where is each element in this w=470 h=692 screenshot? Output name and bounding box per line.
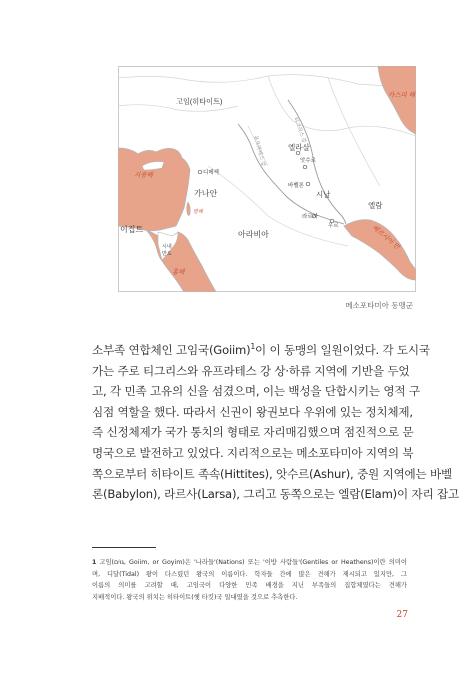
label-caspian: 카스피 해 [388,92,415,99]
label-ur: 우르 [328,223,339,229]
label-sinai-2: 반도 [162,251,172,257]
body-line: 론(Babylon), 라르사(Larsa), 그리고 동쪽으로는 엘람(Elam)이 자리 잡고 [92,487,459,502]
label-ellasar: 엘라살 [288,143,310,152]
label-larsa: 라르사 [302,214,318,220]
footnote-line: 지배적이다. 왕국의 위치는 히타이트(헷 타킷)국 일대였을 것으로 추측한다. [92,593,298,601]
label-elam: 엘람 [368,201,383,210]
map-caption: 메소포타미아 동맹군 [345,301,413,310]
body-line: 명국으로 발전하고 있었다. 지리적으로는 메소포타미아 지역의 북 [92,445,414,460]
body-line: 가는 주로 티그리스와 유프라테스 강 상·하류 지역에 기반을 두었 [92,363,410,378]
label-arabia: 아라비아 [238,230,269,239]
body-line: 고, 각 민족 고유의 신을 섬겼으며, 이는 백성을 단합시키는 영적 구 [92,384,420,399]
body-text [92,340,459,505]
body-line: 즉 신정체제가 국가 통치의 형태로 자리매김했으며 점진적으로 문 [92,425,414,440]
body-line-text: 이 이 동맹의 일원이었다. 각 도시국 [255,343,430,357]
label-euphrates: 유프라테스 강 [252,134,267,167]
footnote-line-text: 고임(גּוֹיִם, Goiim, or Goyim)은 '나라들'(Nations) 또는 '이방 사람들'(Gentiles or Heathens)이란 의미이 [99,559,407,566]
footnote-line [92,557,407,569]
label-dead-sea: 염해 [193,209,203,215]
body-line-text: 소부족 연합체인 고임국(Goiim) [92,343,251,357]
label-tigris: 티그리스 강 [292,116,307,144]
mesopotamia-map [118,66,416,292]
label-red-sea: 홍해 [172,269,185,276]
footnote-ref[interactable]: 1 [250,342,256,352]
label-sinai-1: 시내 [162,244,172,250]
body-line [92,340,430,361]
label-shinar: 시날 [316,190,331,199]
footnote [92,557,407,603]
label-canaan: 가나안 [194,189,218,198]
page-number: 27 [396,610,408,620]
label-mediterranean: 지중해 [134,172,153,179]
body-line: 심점 역할을 했다. 따라서 신권이 왕권보다 우위에 있는 정치체제, [92,404,413,419]
footnote-number: 1 [92,559,97,566]
label-ashur: 앗수르 [300,158,316,164]
mediterranean-sea-shape [118,148,190,231]
label-egypt: 이집트 [120,225,144,234]
label-babylon: 바벨론 [288,183,304,189]
footnote-line: 이름의 의미를 고려할 때, 고임국이 다양한 민족 배경을 지닌 부족들의 집합체였다는 견해가 [92,582,407,589]
label-damascus: 디메섹 [203,170,219,176]
body-line: 쪽으로부터 히타이트 족속(Hittites), 앗수르(Ashur), 중원 지역에는 바벨 [92,466,452,481]
label-persian-gulf: 페르시아 만 [370,224,401,251]
footnote-divider [92,547,156,548]
label-hittite: 고임(히타이트) [176,97,223,106]
footnote-line: 며, 디달(Tidal) 왕이 다스렸던 왕국의 이름이다. 학자들 간에 많은 견해가 제시되고 있지만, 그 [92,570,407,578]
